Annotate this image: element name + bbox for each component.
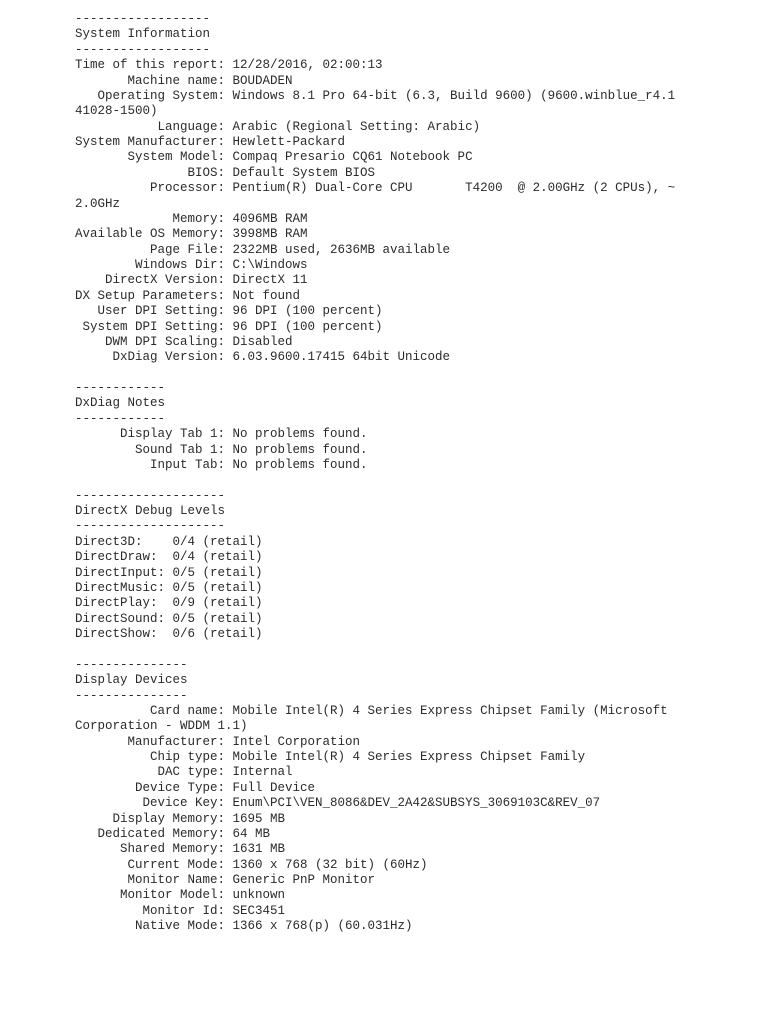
report-line: Shared Memory: 1631 MB [75,842,286,857]
report-line: Time of this report: 12/28/2016, 02:00:13 [75,58,383,73]
report-line: DirectSound: 0/5 (retail) [75,611,263,626]
report-line: Windows Dir: C:\Windows [75,258,308,272]
report-line: Current Mode: 1360 x 768 (32 bit) (60Hz) [75,857,428,872]
section-heading: System Information [75,27,211,42]
report-line: DirectPlay: 0/9 (retail) [75,596,263,611]
report-line: 2.0GHz [75,196,121,211]
report-line: DAC type: Internal [75,765,293,780]
report-line: Direct3D: 0/4 (retail) [75,534,263,549]
section-divider: --------------- [75,657,188,672]
report-line: System Manufacturer: Hewlett-Packard [75,135,346,149]
report-line: Monitor Id: SEC3451 [75,903,286,918]
section-divider: -------------------- [75,519,226,534]
report-line: Operating System: Windows 8.1 Pro 64-bit (6.3, Build 9600) (9600.winblue_r4.1 [75,88,676,103]
report-line: Memory: 4096MB RAM [75,211,308,226]
report-line: Dedicated Memory: 64 MB [75,826,271,841]
report-line: Native Mode: 1366 x 768(p) (60.031Hz) [75,919,413,934]
blank-line [75,473,675,488]
report-line: DirectMusic: 0/5 (retail) [75,580,263,595]
report-line: Monitor Name: Generic PnP Monitor [75,873,376,887]
section-heading: DxDiag Notes [75,396,166,411]
report-line: DirectShow: 0/6 (retail) [75,627,263,641]
section-divider: --------------- [75,688,188,703]
report-line: 41028-1500) [75,104,158,119]
report-line: Device Type: Full Device [75,780,316,795]
report-line: Manufacturer: Intel Corporation [75,734,361,749]
report-line: DWM DPI Scaling: Disabled [75,334,293,349]
report-line: Page File: 2322MB used, 2636MB available [75,242,451,257]
report-line: Chip type: Mobile Intel(R) 4 Series Express Chipset Family [75,750,586,764]
report-line: Card name: Mobile Intel(R) 4 Series Express Chipset Family (Microsoft [75,703,668,718]
report-line: Processor: Pentium(R) Dual-Core CPU T4200 @ 2.00GHz (2 CPUs), ~ [75,181,676,196]
report-line: Machine name: BOUDADEN [75,73,293,88]
blank-line [75,642,675,657]
report-line: Display Tab 1: No problems found. [75,427,368,442]
report-line: Sound Tab 1: No problems found. [75,442,368,457]
report-line: User DPI Setting: 96 DPI (100 percent) [75,304,383,319]
section-heading: Display Devices [75,673,188,688]
report-line: Available OS Memory: 3998MB RAM [75,227,308,242]
report-line: Corporation - WDDM 1.1) [75,719,248,734]
blank-line [75,366,675,381]
report-line: System Model: Compaq Presario CQ61 Notebook PC [75,150,473,165]
report-line: DirectInput: 0/5 (retail) [75,565,263,580]
report-line: Language: Arabic (Regional Setting: Arabic) [75,119,481,134]
report-line: DxDiag Version: 6.03.9600.17415 64bit Unicode [75,350,451,365]
section-heading: DirectX Debug Levels [75,504,226,518]
report-line: Input Tab: No problems found. [75,457,368,472]
report-line: DX Setup Parameters: Not found [75,288,301,303]
report-line: DirectDraw: 0/4 (retail) [75,550,263,565]
report-line: Device Key: Enum\PCI\VEN_8086&DEV_2A42&SUBSYS_3069103C&REV_07 [75,796,601,811]
section-divider: ------------------ [75,12,211,26]
report-line: BIOS: Default System BIOS [75,165,376,180]
report-line: DirectX Version: DirectX 11 [75,273,308,288]
dxdiag-report [75,12,675,935]
section-divider: ------------ [75,411,166,426]
section-divider: -------------------- [75,488,226,503]
section-divider: ------------------ [75,42,211,57]
section-divider: ------------ [75,381,166,395]
report-line: Display Memory: 1695 MB [75,811,286,826]
report-line: Monitor Model: unknown [75,888,286,903]
report-line: System DPI Setting: 96 DPI (100 percent) [75,319,383,334]
